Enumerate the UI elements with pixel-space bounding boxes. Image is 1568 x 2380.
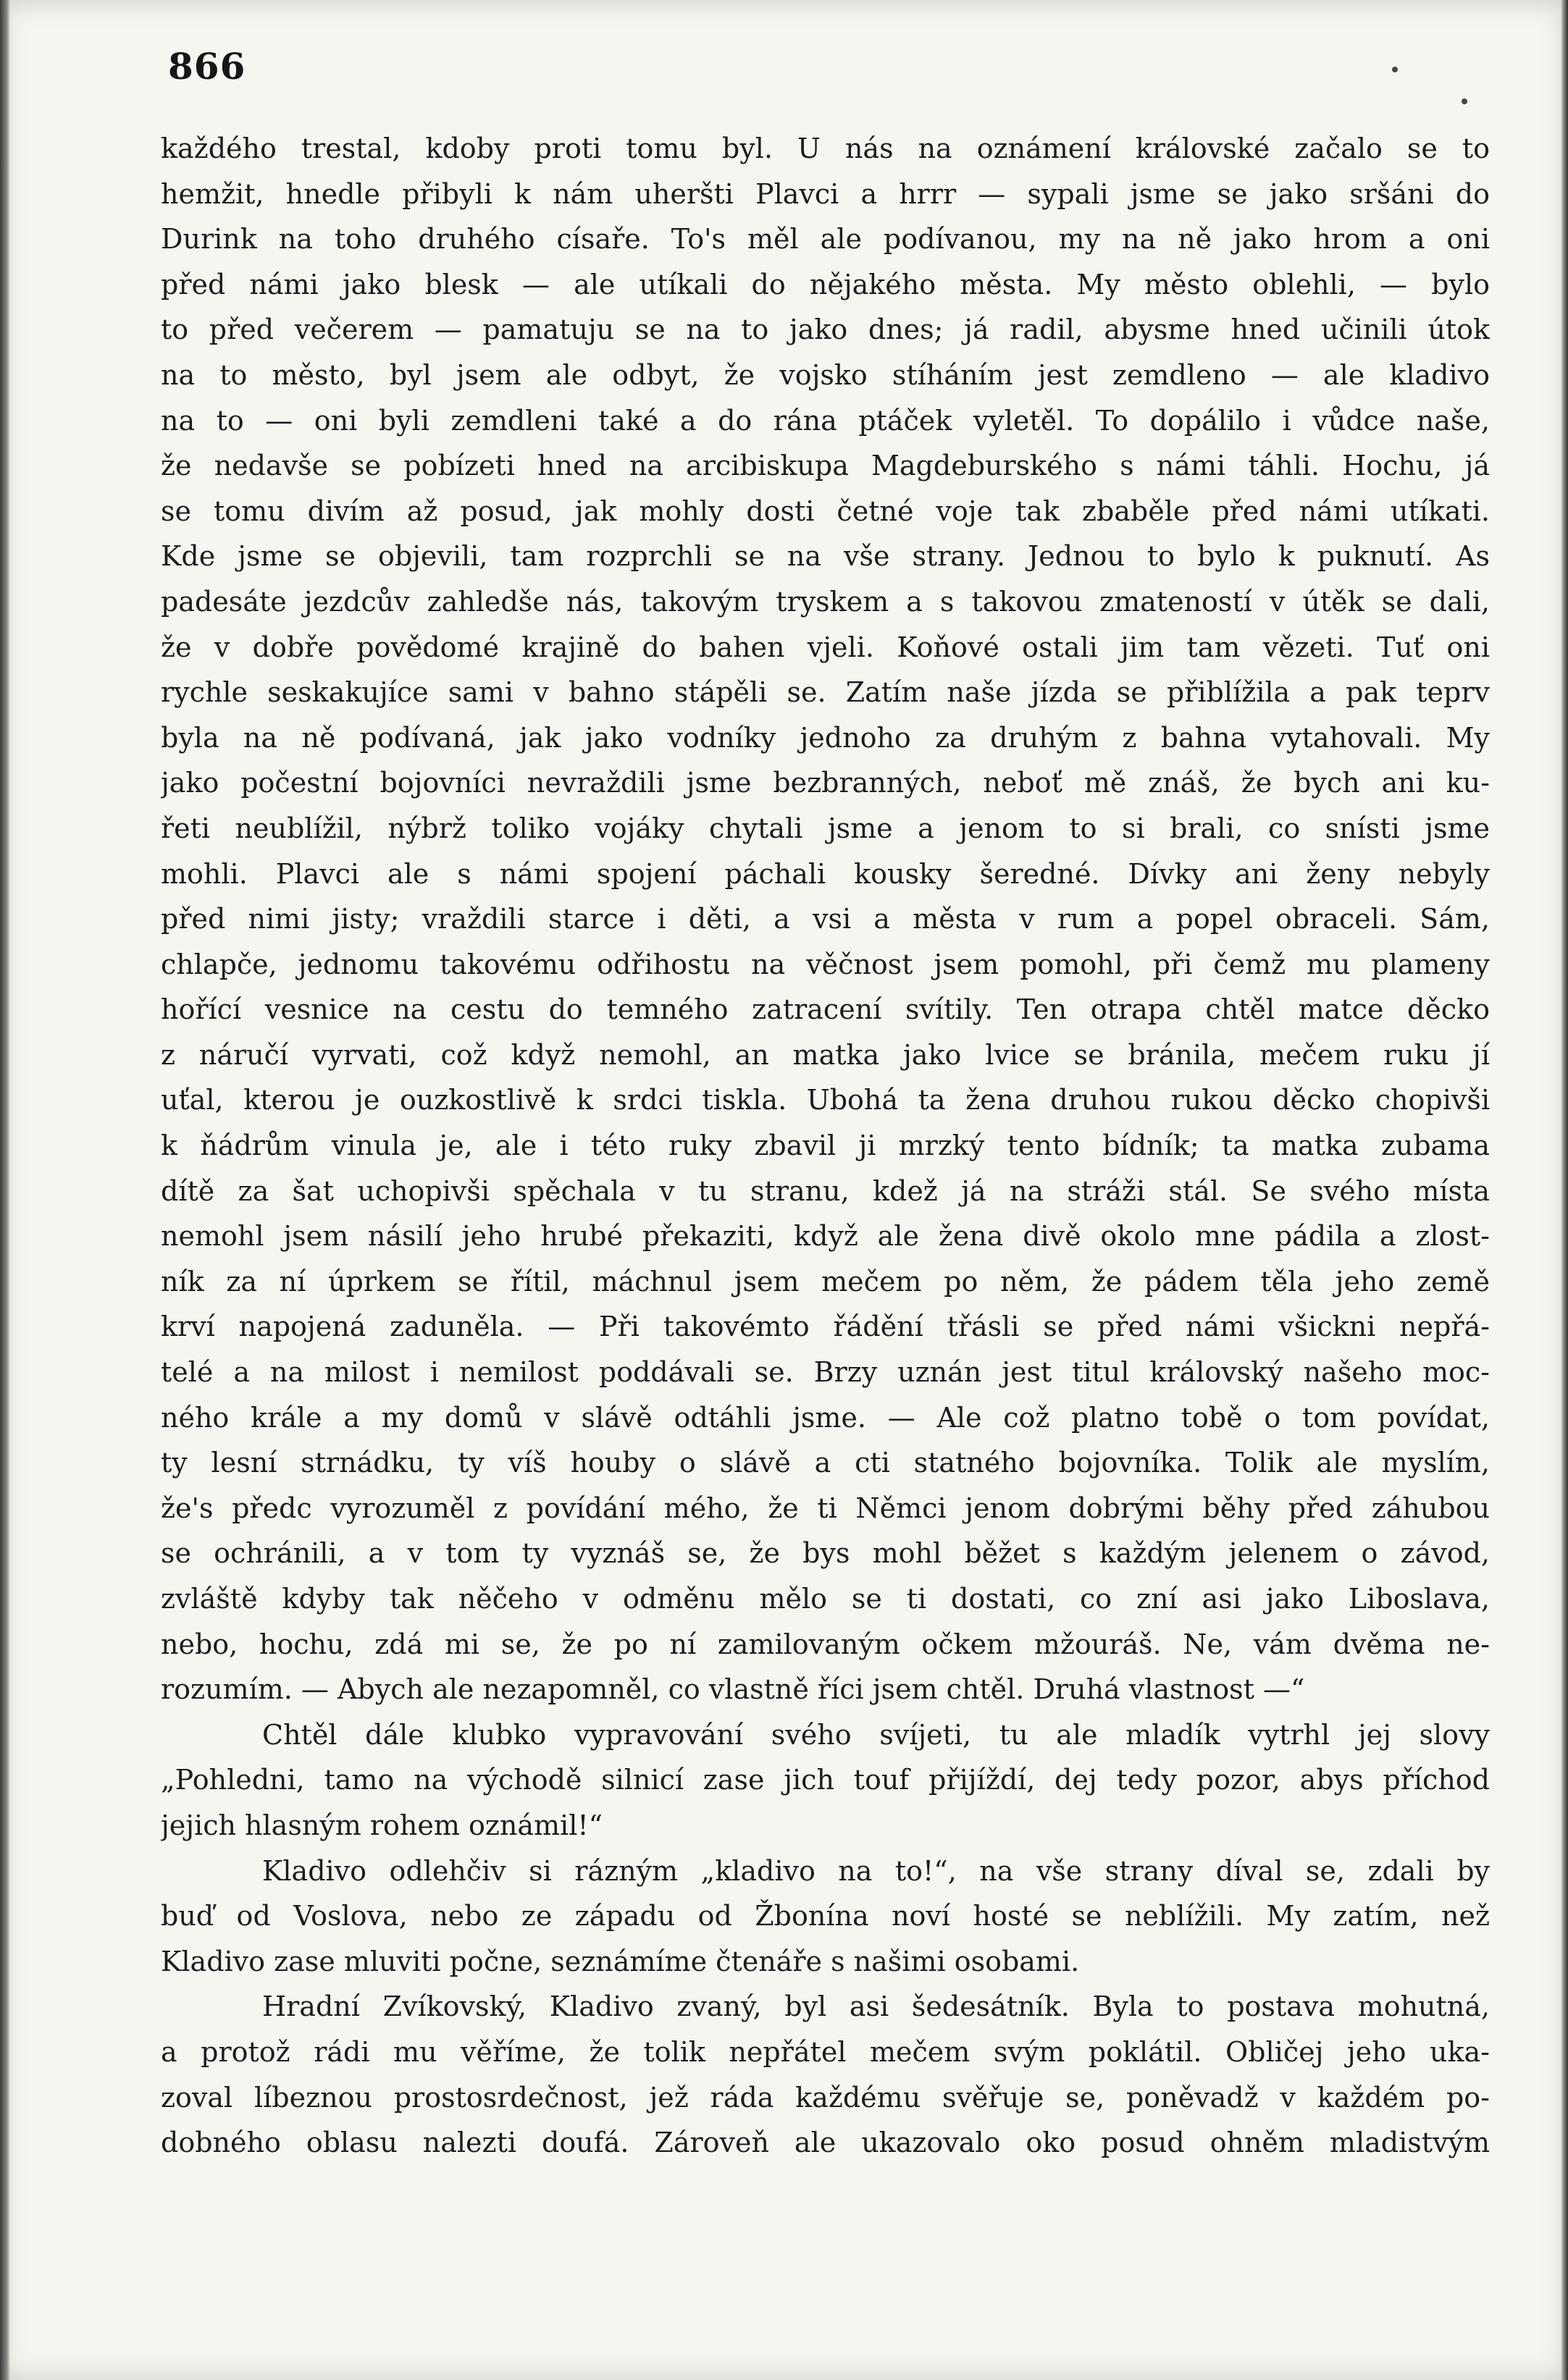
body-text [161,126,1490,2166]
scan-speck [1392,67,1398,72]
text-line: jako počestní bojovníci nevraždili jsme bezbranných, neboť mě znáš, že bych ani ku- [161,767,1490,799]
text-line: zoval líbeznou prostosrdečnost, jež ráda každému svěřuje se, poněvadž v každém po- [161,2081,1490,2114]
text-line: jejich hlasným rohem oznámil!“ [161,1809,603,1841]
text-line: rozumím. — Abych ale nezapomněl, co vlastně říci jsem chtěl. Druhá vlastnost —“ [161,1673,1305,1706]
text-line: že's předc vyrozuměl z povídání mého, že ti Němci jenom dobrými běhy před záhubou [161,1492,1490,1524]
text-line: hořící vesnice na cestu do temného zatracení svítily. Ten otrapa chtěl matce děcko [161,993,1490,1026]
text-line: řeti neublížil, nýbrž toliko vojáky chytali jsme a jenom to si brali, co snísti jsme [161,812,1490,844]
text-line: a protož rádi mu věříme, že tolik nepřátel mečem svým poklátil. Obličej jeho uka- [161,2035,1490,2068]
text-line: ty lesní strnádku, ty víš houby o slávě a cti statného bojovníka. Tolik ale myslím, [161,1447,1490,1479]
text-line: dobného oblasu nalezti doufá. Zároveň ale ukazovalo oko posud ohněm mladistvým [161,2127,1490,2159]
text-line: zvláště kdyby tak něčeho v odměnu mělo se ti dostati, co zní asi jako Liboslava, [161,1583,1490,1615]
text-line: před námi jako blesk — ale utíkali do nějakého města. My město oblehli, — bylo [161,268,1490,300]
text-line: padesáte jezdcův zahledše nás, takovým tryskem a s takovou zmateností v útěk se dali, [161,585,1490,618]
page-right-edge-shadow [1561,0,1568,2380]
text-line: ného krále a my domů v slávě odtáhli jsme. — Ale což platno tobě o tom povídat, [161,1401,1490,1434]
text-line: byla na ně podívaná, jak jako vodníky jednoho za druhým z bahna vytahovali. My [161,721,1490,754]
scan-speck [1462,98,1467,104]
text-line: dítě za šat uchopivši spěchala v tu stranu, kdež já na stráži stál. Se svého místa [161,1174,1490,1207]
text-line: nebo, hochu, zdá mi se, že po ní zamilovaným očkem mžouráš. Ne, vám dvěma ne- [161,1628,1490,1660]
text-line: krví napojená zaduněla. — Při takovémto řádění třásli se před námi všickni nepřá- [161,1311,1490,1343]
page-left-edge-shadow [0,0,10,2380]
text-line: na to město, byl jsem ale odbyt, že vojsko stíháním jest zemdleno — ale kladivo [161,358,1490,391]
text-line: telé a na milost i nemilost poddávali se. Brzy uznán jest titul královský našeho moc- [161,1356,1490,1389]
text-line: na to — oni byli zemdleni také a do rána ptáček vyletěl. To dopálilo i vůdce naše, [161,404,1490,437]
page-number: 866 [168,45,246,88]
text-line: každého trestal, kdoby proti tomu byl. U nás na oznámení královské začalo se to [161,133,1490,164]
text-line: mohli. Plavci ale s námi spojení páchali kousky šeredné. Dívky ani ženy nebyly [161,857,1490,890]
text-line: rychle seskakujíce sami v bahno stápěli se. Zatím naše jízda se přiblížila a pak teprv [161,676,1490,709]
text-line: to před večerem — pamatuju se na to jako dnes; já radil, abysme hned učinili útok [161,314,1490,346]
text-line: Chtěl dále klubko vypravování svého svíjeti, tu ale mladík vytrhl jej slovy [262,1718,1490,1751]
text-line: Hradní Zvíkovský, Kladivo zvaný, byl asi šedesátník. Byla to postava mohutná, [262,1990,1490,2023]
text-line: hemžit, hnedle přibyli k nám uheršti Plavci a hrrr — sypali jsme se jako sršáni do [161,177,1490,210]
text-line: Durink na toho druhého císaře. To's měl ale podívanou, my na ně jako hrom a oni [161,223,1490,256]
text-line: buď od Voslova, nebo ze západu od Žbonína noví hosté se neblížili. My zatím, než [161,1900,1490,1933]
text-line: ník za ní úprkem se řítil, máchnul jsem mečem po něm, že pádem těla jeho země [161,1265,1490,1298]
text-line: že v dobře povědomé krajině do bahen vjeli. Koňové ostali jim tam vězeti. Tuť oni [161,631,1490,663]
text-line: Kladivo odlehčiv si rázným „kladivo na to!“, na vše strany díval se, zdali by [262,1854,1490,1887]
text-line: „Pohledni, tamo na východě silnicí zase jich touf přijíždí, dej tedy pozor, abys příchod [161,1764,1490,1796]
text-line: že nedavše se pobízeti hned na arcibiskupa Magdeburského s námi táhli. Hochu, já [161,450,1490,482]
text-line: z náručí vyrvati, což když nemohl, an matka jako lvice se bránila, mečem ruku jí [161,1038,1490,1071]
text-line: se ochránili, a v tom ty vyznáš se, že bys mohl běžet s každým jelenem o závod, [161,1537,1490,1570]
text-line: Kde jsme se objevili, tam rozprchli se na vše strany. Jednou to bylo k puknutí. As [161,540,1490,573]
text-line: před nimi jisty; vraždili starce i děti, a vsi a města v rum a popel obraceli. Sám, [161,903,1490,935]
text-line: k ňádrům vinula je, ale i této ruky zbavil ji mrzký tento bídník; ta matka zubama [161,1130,1490,1162]
text-line: Kladivo zase mluviti počne, seznámíme čtenáře s našimi osobami. [161,1945,1080,1977]
text-line: uťal, kterou je ouzkostlivě k srdci tiskla. Ubohá ta žena druhou rukou děcko chopivši [161,1084,1490,1117]
text-line: se tomu divím až posud, jak mohly dosti četné voje tak zbaběle před námi utíkati. [161,495,1490,527]
text-line: nemohl jsem násilí jeho hrubé překaziti, když ale žena divě okolo mne pádila a zlost- [161,1220,1490,1253]
text-line: chlapče, jednomu takovému odřihostu na věčnost jsem pomohl, při čemž mu plameny [161,948,1490,980]
